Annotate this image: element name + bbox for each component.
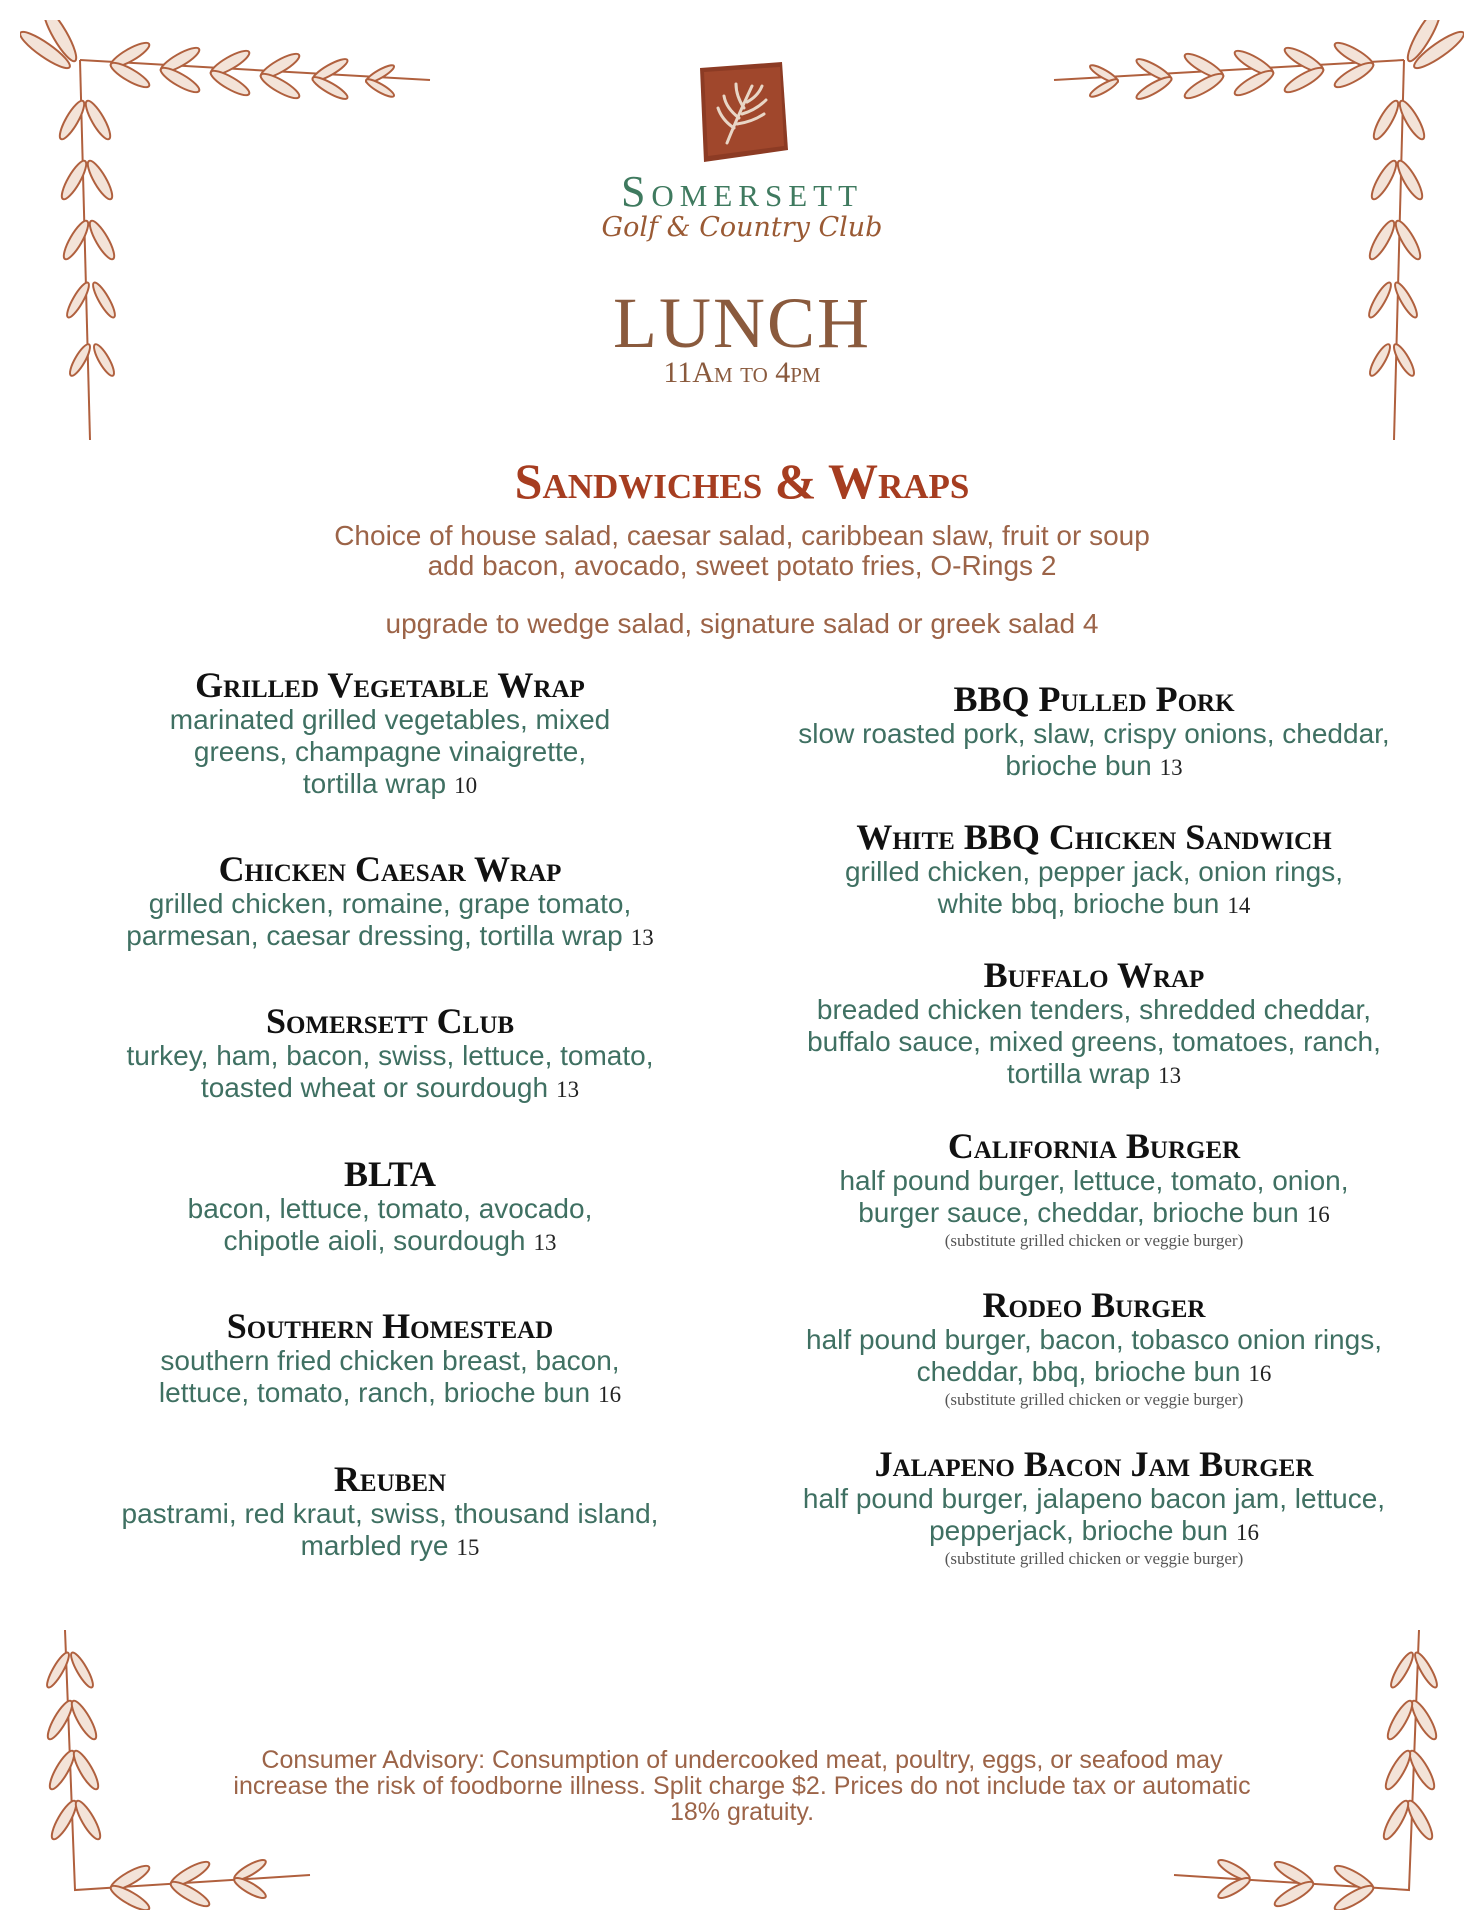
- menu-item: [40, 1155, 740, 1259]
- menu-item: [744, 956, 1444, 1092]
- top-right-leaf-decoration: [1044, 20, 1464, 450]
- item-name: Grilled Vegetable Wrap: [195, 665, 585, 705]
- item-description: slow roasted pork, slaw, crispy onions, cheddar,: [798, 718, 1390, 749]
- item-description: grilled chicken, pepper jack, onion rings,: [844, 856, 1344, 887]
- item-price: 13: [630, 925, 654, 950]
- item-substitution-note: (substitute grilled chicken or veggie burger): [944, 1390, 1244, 1409]
- item-description: pastrami, red kraut, swiss, thousand island,: [121, 1498, 659, 1529]
- menu-item: [744, 680, 1444, 784]
- item-description: breaded chicken tenders, shredded cheddar,: [816, 994, 1372, 1025]
- item-price: 14: [1227, 893, 1251, 918]
- menu-item: [40, 666, 740, 802]
- item-name: Southern Homestead: [226, 1306, 554, 1346]
- meal-title: LUNCH: [613, 283, 871, 363]
- item-name: BLTA: [343, 1154, 437, 1194]
- item-price: 13: [533, 1230, 557, 1255]
- item-description: cheddar, bbq, brioche bun: [916, 1356, 1241, 1387]
- item-description: marbled rye: [300, 1530, 449, 1561]
- item-price: 16: [1235, 1520, 1259, 1545]
- advisory-line: 18% gratuity.: [669, 1798, 815, 1826]
- item-description: grilled chicken, romaine, grape tomato,: [148, 888, 632, 919]
- advisory-line: increase the risk of foodborne illness. Split charge $2. Prices do not include tax or automatic: [233, 1772, 1251, 1800]
- item-description: lettuce, tomato, ranch, brioche bun: [158, 1377, 591, 1408]
- item-price: 16: [598, 1382, 622, 1407]
- item-description: greens, champagne vinaigrette,: [193, 736, 587, 767]
- menu-item: [40, 850, 740, 954]
- item-description: half pound burger, lettuce, tomato, onion,: [839, 1165, 1349, 1196]
- menu-item: [40, 1307, 740, 1411]
- item-name: Buffalo Wrap: [983, 955, 1205, 995]
- item-name: Rodeo Burger: [982, 1285, 1206, 1325]
- item-description: half pound burger, bacon, tobasco onion rings,: [806, 1324, 1382, 1355]
- item-name: Chicken Caesar Wrap: [218, 849, 562, 889]
- item-description: marinated grilled vegetables, mixed: [169, 704, 611, 735]
- item-price: 15: [456, 1535, 480, 1560]
- item-description: white bbq, brioche bun: [937, 888, 1220, 919]
- item-description: turkey, ham, bacon, swiss, lettuce, tomato,: [126, 1040, 654, 1071]
- menu-item: [40, 1460, 740, 1564]
- item-price: 16: [1306, 1202, 1330, 1227]
- consumer-advisory: [112, 1747, 1372, 1825]
- item-name: Reuben: [333, 1459, 447, 1499]
- meal-hours: 11Am to 4pm: [663, 356, 821, 389]
- section-title: Sandwiches & Wraps: [514, 453, 970, 509]
- item-description: southern fried chicken breast, bacon,: [160, 1345, 620, 1376]
- item-description: tortilla wrap: [1006, 1058, 1151, 1089]
- brand-name: Somersett: [620, 167, 864, 216]
- item-description: brioche bun: [1005, 750, 1152, 781]
- menu-item: [744, 1286, 1444, 1410]
- item-substitution-note: (substitute grilled chicken or veggie burger): [944, 1231, 1244, 1250]
- item-price: 10: [454, 773, 478, 798]
- top-left-leaf-decoration: [20, 20, 440, 450]
- item-price: 13: [1158, 1063, 1182, 1088]
- add-on-line: add bacon, avocado, sweet potato fries, O-Rings 2: [427, 550, 1057, 581]
- club-logo: [692, 58, 792, 168]
- side-choice-line: Choice of house salad, caesar salad, caribbean slaw, fruit or soup: [334, 520, 1150, 551]
- item-description: parmesan, caesar dressing, tortilla wrap: [126, 920, 623, 951]
- advisory-line: Consumer Advisory: Consumption of undercooked meat, poultry, eggs, or seafood may: [261, 1746, 1223, 1774]
- brand-subtitle: Golf & Country Club: [601, 212, 883, 243]
- item-name: Jalapeno Bacon Jam Burger: [874, 1444, 1314, 1484]
- menu-item: [40, 1002, 740, 1106]
- menu-item: [744, 1445, 1444, 1569]
- item-description: pepperjack, brioche bun: [929, 1515, 1228, 1546]
- item-description: bacon, lettuce, tomato, avocado,: [187, 1193, 593, 1224]
- item-description: chipotle aioli, sourdough: [223, 1225, 526, 1256]
- item-name: Somersett Club: [265, 1001, 515, 1041]
- item-price: 13: [556, 1077, 580, 1102]
- menu-item: [744, 818, 1444, 922]
- item-description: tortilla wrap: [302, 768, 447, 799]
- item-substitution-note: (substitute grilled chicken or veggie burger): [944, 1549, 1244, 1568]
- item-price: 13: [1159, 755, 1183, 780]
- item-description: toasted wheat or sourdough: [200, 1072, 549, 1103]
- item-price: 16: [1248, 1361, 1272, 1386]
- upgrade-line: upgrade to wedge salad, signature salad or greek salad 4: [385, 608, 1099, 639]
- menu-item: [744, 1127, 1444, 1251]
- item-name: White BBQ Chicken Sandwich: [856, 817, 1332, 857]
- item-description: buffalo sauce, mixed greens, tomatoes, ranch,: [807, 1026, 1381, 1057]
- item-name: BBQ Pulled Pork: [953, 679, 1235, 719]
- item-description: half pound burger, jalapeno bacon jam, lettuce,: [802, 1483, 1386, 1514]
- item-name: California Burger: [947, 1126, 1241, 1166]
- item-description: burger sauce, cheddar, brioche bun: [858, 1197, 1299, 1228]
